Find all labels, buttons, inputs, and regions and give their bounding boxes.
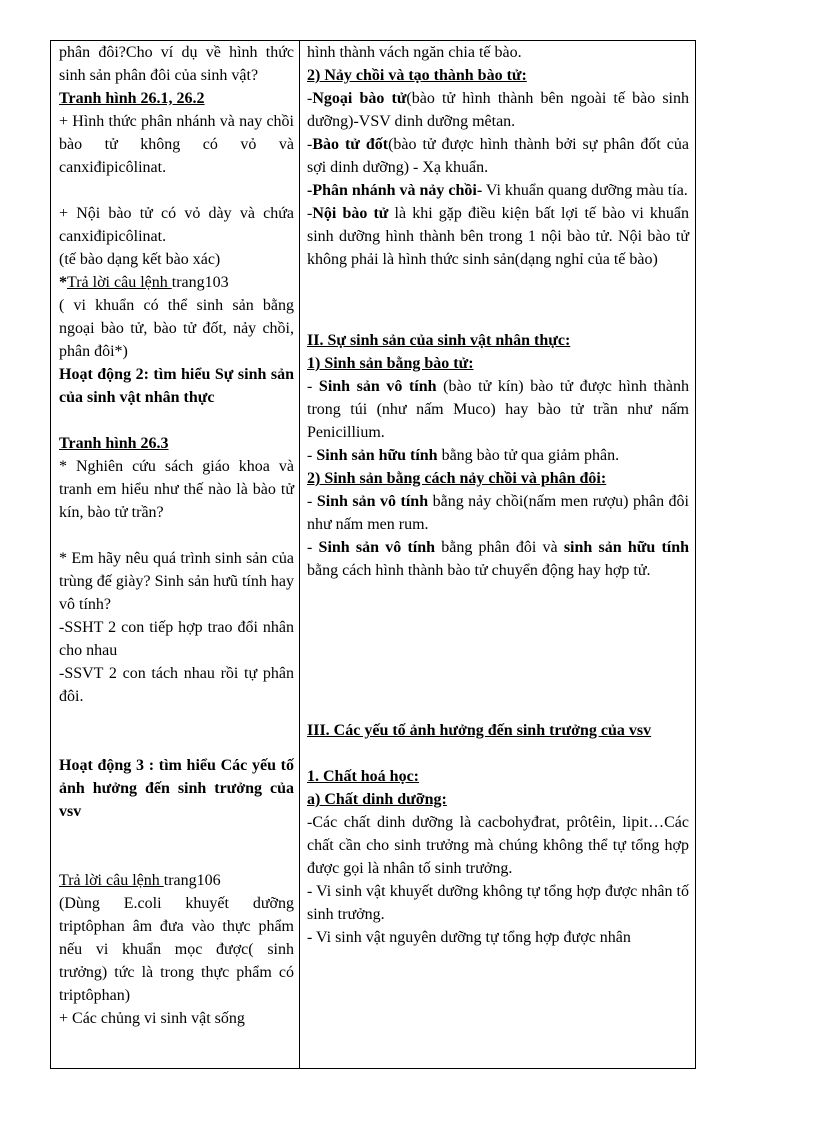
content-text: -Nội bào tử là khi gặp điều kiện bất lợi tế bào vi khuẩn sinh dưỡng hình thành bên trong 1 nội bào tử. Nội bào tử không phải là hình thức sinh sản(dạng nghỉ của tế bào) [307, 205, 690, 268]
content-text: - Vi sinh vật nguyên dưỡng tự tổng hợp được nhân [307, 929, 631, 946]
question-text: * Em hãy nêu quá trình sinh sản của trùng đế giày? Sinh sản hưũ tính hay vô tính? [59, 550, 294, 613]
section-subheading: a) Chất dinh dưỡng: [307, 791, 447, 808]
question-text: phân đôi?Cho ví dụ về hình thức sinh sản phân đôi của sinh vật? [59, 44, 294, 84]
teacher-activity-column [51, 41, 300, 1068]
content-text: - Sinh sản hữu tính bằng bào tử qua giảm phân. [307, 447, 620, 464]
answer-text: (Dùng E.coli khuyết dưỡng triptôphan âm đưa vào thực phẩm nếu vi khuẩn mọc được( sinh trưởng) tức là trong thực phẩm có triptôphan) [59, 895, 294, 1004]
content-text: - Sinh sản vô tính bằng nảy chồi(nấm men rượu) phân đôi như nấm men rum. [307, 493, 689, 533]
content-text: -Ngoại bào tử(bào tử hình thành bên ngoài tế bào sinh dưỡng)-VSV dinh dưỡng mêtan. [307, 90, 689, 130]
answer-text: -SSVT 2 con tách nhau rồi tự phân đôi. [59, 665, 294, 705]
content-text: - Vi sinh vật khuyết dưỡng không tự tổng hợp được nhân tố sinh trưởng. [307, 883, 689, 923]
content-text: hình thành vách ngăn chia tế bào. [307, 44, 522, 61]
content-text: - Sinh sản vô tính (bào tử kín) bào tử được hình thành trong túi (như nấm Muco) hay bào tử trần như nấm Penicillium. [307, 378, 690, 441]
activity-heading: Hoạt động 3 : tìm hiểu Các yếu tố ảnh hưởng đến sinh trưởng của vsv [59, 757, 294, 820]
answer-text: + Các chủng vi sinh vật sống [59, 1010, 245, 1027]
section-heading: II. Sự sinh sản của sinh vật nhân thực: [307, 332, 571, 349]
section-subheading: 1. Chất hoá học: [307, 768, 420, 785]
section-subheading: 1) Sinh sản bằng bào tử: [307, 355, 474, 372]
section-subheading: 2) Sinh sản bằng cách nảy chồi và phân đôi: [307, 470, 607, 487]
command-question: *Trả lời câu lệnh trang103 [59, 274, 229, 291]
content-column [300, 41, 695, 1068]
content-text: -Bào tử đốt(bào tử được hình thành bởi sự phân đốt của sợi dinh dưỡng) - Xạ khuẩn. [307, 136, 690, 176]
command-question: Trả lời câu lệnh trang106 [59, 872, 221, 889]
figure-reference: Tranh hình 26.1, 26.2 [59, 90, 205, 107]
answer-text: + Hình thức phân nhánh và nay chồi bào tử không có vỏ và canxiđipicôlinat. [59, 113, 294, 176]
answer-text: + Nội bào tử có vỏ dày và chứa canxiđipicôlinat. [59, 205, 294, 245]
section-subheading: 2) Nảy chồi và tạo thành bào tử: [307, 67, 527, 84]
answer-text: -SSHT 2 con tiếp hợp trao đổi nhân cho nhau [59, 619, 294, 659]
content-text: -Phân nhánh và nảy chồi- Vi khuẩn quang dưỡng màu tía. [307, 182, 688, 199]
figure-reference: Tranh hình 26.3 [59, 435, 169, 452]
activity-heading: Hoạt động 2: tìm hiểu Sự sinh sản của sinh vật nhân thực [59, 366, 294, 406]
content-table [50, 40, 696, 1069]
question-text: * Nghiên cứu sách giáo khoa và tranh em hiểu như thế nào là bào tử kín, bào tử trần? [59, 458, 294, 521]
content-text: -Các chất dinh dưỡng là cacbohyđrat, prôtêin, lipit…Các chất cần cho sinh trưởng mà chúng không thể tự tổng hợp được gọi là nhân tố sinh trưởng. [307, 814, 689, 877]
content-text: - Sinh sản vô tính bằng phân đôi và sinh sản hữu tính bằng cách hình thành bào tử chuyển động hay hợp tử. [307, 539, 690, 579]
answer-text: ( vi khuẩn có thể sinh sản bằng ngoại bào tử, bào tử đốt, nảy chồi, phân đôi*) [59, 297, 294, 360]
answer-text: (tế bào dạng kết bào xác) [59, 251, 221, 268]
section-heading: III. Các yếu tố ảnh hưởng đến sinh trưởng của vsv [307, 722, 652, 739]
